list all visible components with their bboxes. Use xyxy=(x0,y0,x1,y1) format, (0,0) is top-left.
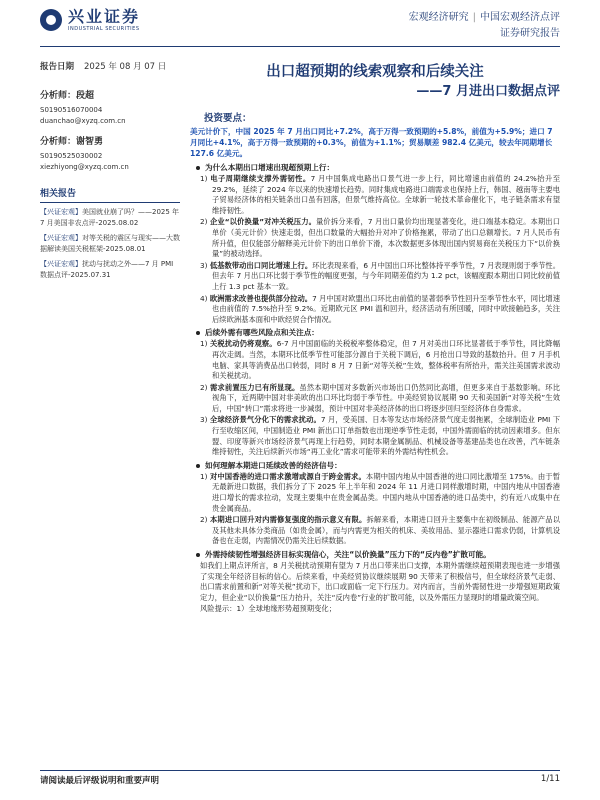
section-heading: 后续外需有哪些风险点和关注点： xyxy=(196,327,560,338)
list-item: 3) 全球经济景气分化下的需求扰动。7 月，受美国、日本等发达市场经济景气度走弱拖累，全球制造业 PMI 下行至收缩区间，中国制造业 PMI 新出口订单指数也出现逆季节性走弱，中国外需面临的扰动因素增多。但东盟、印度等新兴市场经济景气再现上行趋势，同时本期金属制品、机械设备等基建品类也在改善，汽车链条维持韧性，关注后续新兴市场“再工业化”需求可能带来的外需结构性机会。 xyxy=(200,415,561,457)
related-report-link[interactable]: 【兴证宏观】对等关税的震区与现实——大数据解读美国关税框架-2025.08.01 xyxy=(40,234,180,253)
category-report-type: 证券研究报告 xyxy=(500,28,560,39)
risk-warning: 风险提示：1）全球地缘形势超预期变化； xyxy=(200,604,336,614)
page-footer xyxy=(40,770,560,786)
related-report-link[interactable]: 【兴证宏观】美国就业崩了吗？——2025 年 7 月美国非农点评-2025.08.02 xyxy=(40,208,180,227)
bullet-icon xyxy=(196,464,200,468)
analyst-block xyxy=(40,137,180,173)
category-review: 中国宏观经济点评 xyxy=(480,12,560,23)
page-header xyxy=(0,0,600,48)
date-label: 报告日期 xyxy=(40,62,75,72)
logo-cn-text: 兴业证券 xyxy=(68,7,141,26)
analyst-code: S0190516070004 xyxy=(40,106,103,114)
sidebar xyxy=(40,62,180,285)
bullet-icon xyxy=(196,553,200,557)
related-reports-title: 相关报告 xyxy=(40,189,180,203)
key-points-summary: 美元计价下，中国 2025 年 7 月出口同比+7.2%，高于万得一致预期的+5.8%，前值为+5.9%；进口 7 月同比+4.1%，高于万得一致预期的+0.3%，前值为+1.1%；贸易顺差 982.4 亿美元，较去年同期增长 127.6 亿美元。 xyxy=(190,127,553,158)
section-heading: 外需持续韧性增强经济目标实现信心，关注“以价换量”压力下的“反内卷”扩散可能。 xyxy=(196,549,560,560)
analyst-code: S0190525030002 xyxy=(40,152,103,160)
report-date xyxy=(40,62,180,73)
main-content xyxy=(190,62,560,615)
logo-en-text: INDUSTRIAL SECURITIES xyxy=(68,26,140,32)
page-title: 出口超预期的线索观察和后续关注 xyxy=(266,64,484,80)
page-number: 1/11 xyxy=(540,774,560,784)
list-item: 1) 关税扰动仍将观察。6-7 月中国面临的关税税率整体稳定，但 7 月对美出口环比显著低于季节性，同比降幅再次走阔。当然，本期环比低季节性可能部分源自于关税下调后，6 月抢出口导致的基数抬升。但 7 月手机电脑、家具等消费品出口转弱，同时 8 月 7 日新“对等关税”生效，整体税率有所抬升，需关注美国需求波动和关税扰动。 xyxy=(200,339,561,381)
analyst-name: 分析师：谢智勇 xyxy=(40,137,104,147)
analyst-block xyxy=(40,91,180,127)
footer-disclaimer: 请阅读最后评级说明和重要声明 xyxy=(40,776,160,786)
page-subtitle: ——7 月进出口数据点评 xyxy=(416,84,560,99)
key-points-title: 投资要点： xyxy=(204,113,252,124)
category-macro: 宏观经济研究 xyxy=(408,12,469,23)
date-value: 2025 年 08 月 07 日 xyxy=(84,62,167,72)
section-paragraph: 如我们上期点评所言，8 月关税扰动预期有望为 7 月出口带来出口支撑，本期外需继续超预期表现也进一步增强了实现全年经济目标的信心。后续来看，中美经贸协议继续展期 90 天带来了积极信号，但全球经济景气走弱、出口需求前置和新“对等关税”扰动下，出口或面临一定下行压力。对内而言，当前外需韧性进一步增强短期政策定力，但企业“以价换量”压力抬升，关注“反内卷”行业的扩散可能，以及外需压力显现时的增量政策空间。 xyxy=(200,561,560,602)
section-heading: 如何理解本期进口延续改善的经济信号： xyxy=(196,460,560,471)
list-item: 1) 电子周期继续支撑外需韧性。7 月中国集成电路出口景气进一步上行，同比增速由前值的 24.2%抬升至 29.2%，延续了 2024 年以来的快速增长趋势。同时集成电路进口端需求也保持上行，韩国、越南等主要电子贸易经济体的相关链条出口虽有回落，但景气维持高位。全球新一轮技术革命催化下，电子链条需求有望维持韧性。 xyxy=(200,174,561,215)
report-category: 宏观经济研究 | 中国宏观经济点评 证券研究报告 xyxy=(409,10,560,42)
section-heading: 为什么本期出口增速出现超预期上行： xyxy=(196,162,560,173)
analyst-name: 分析师：段超 xyxy=(40,91,95,101)
company-logo xyxy=(40,8,140,32)
bullet-icon xyxy=(196,166,200,170)
list-item: 2) 需求前置压力已有所显现。虽然本期中国对多数新兴市场出口仍然同比高增，但更多来自于基数影响。环比视角下，近两期中国对非美欧的出口环比均弱于季节性。中美经贸协议展期 90 天和美国新“对等关税”生效后，中国“转口”需求将进一步减弱，预计中国对非美经济体的出口将逐步回归至经济体自身需求。 xyxy=(200,382,561,413)
analyst-email[interactable]: duanchao@xyzq.com.cn xyxy=(40,117,126,125)
bullet-icon xyxy=(196,331,200,335)
header-divider xyxy=(40,46,560,47)
related-report-link[interactable]: 【兴证宏观】扰动与扰动之外——7 月 PMI 数据点评-2025.07.31 xyxy=(40,260,174,279)
list-item: 2) 企业“以价换量”对冲关税压力。量价拆分来看，7 月出口量价均出现显著变化，进口端基本稳定。本期出口单价（美元计价）快速走弱，但出口数量的大幅抬升对冲了价格拖累，带动了出口总额增长。7 月人民币有所升值，但仅能部分解释美元计价下的出口单价下滑，本次数据更多体现出国内贸易商在关税压力下“以价换量”的被动选择。 xyxy=(200,217,560,259)
list-item: 3) 低基数带动出口同比增速上行。环比表现来看，6 月中国出口环比整体持平季节性，7 月表现则弱于季节性。但去年 7 月出口环比弱于季节性的幅度更强，与今年同期差值约为 1.2 pct，该幅度跟本期出口同比较前值上行 1.3 pct 基本一致。 xyxy=(200,260,561,291)
logo-icon xyxy=(40,9,62,31)
analyst-email[interactable]: xiezhiyong@xyzq.com.cn xyxy=(40,163,129,171)
list-item: 2) 本期进口回升对内需修复强度的指示意义有限。拆解来看，本期进口回升主要集中在初级制品、能源产品以及其他未具体分类商品（如贵金属），而与内需更为相关的机床、美妆用品、显示器进口需求仍弱，计算机设备也在走弱，内需情况仍需关注后续数据。 xyxy=(200,515,561,546)
list-item: 1) 对中国香港的进口需求激增或源自于跨金需求。本期中国内地从中国香港的进口同比激增至 175%。由于暂无最新进口数据，我们拆分了下 2025 年上半年和 2024 年 11 月进口同样激增时期，中国内地从中国香港进口增长的需求拉动，发现主要集中在贵金属品类。中国内地从中国香港的进口品类中，约有近八成集中在贵金属商品。 xyxy=(200,471,560,513)
list-item: 4) 欧洲需求改善也提供部分拉动。7 月中国对欧盟出口环比由前值的显著弱季节性回升至季节性水平，同比增速也由前值的 7.5%抬升至 9.2%。近期欧元区 PMI 温和回升，经济活动有所回暖，同时中欧接触趋多，关注后续欧洲基本面和中欧经贸合作情况。 xyxy=(200,293,560,324)
